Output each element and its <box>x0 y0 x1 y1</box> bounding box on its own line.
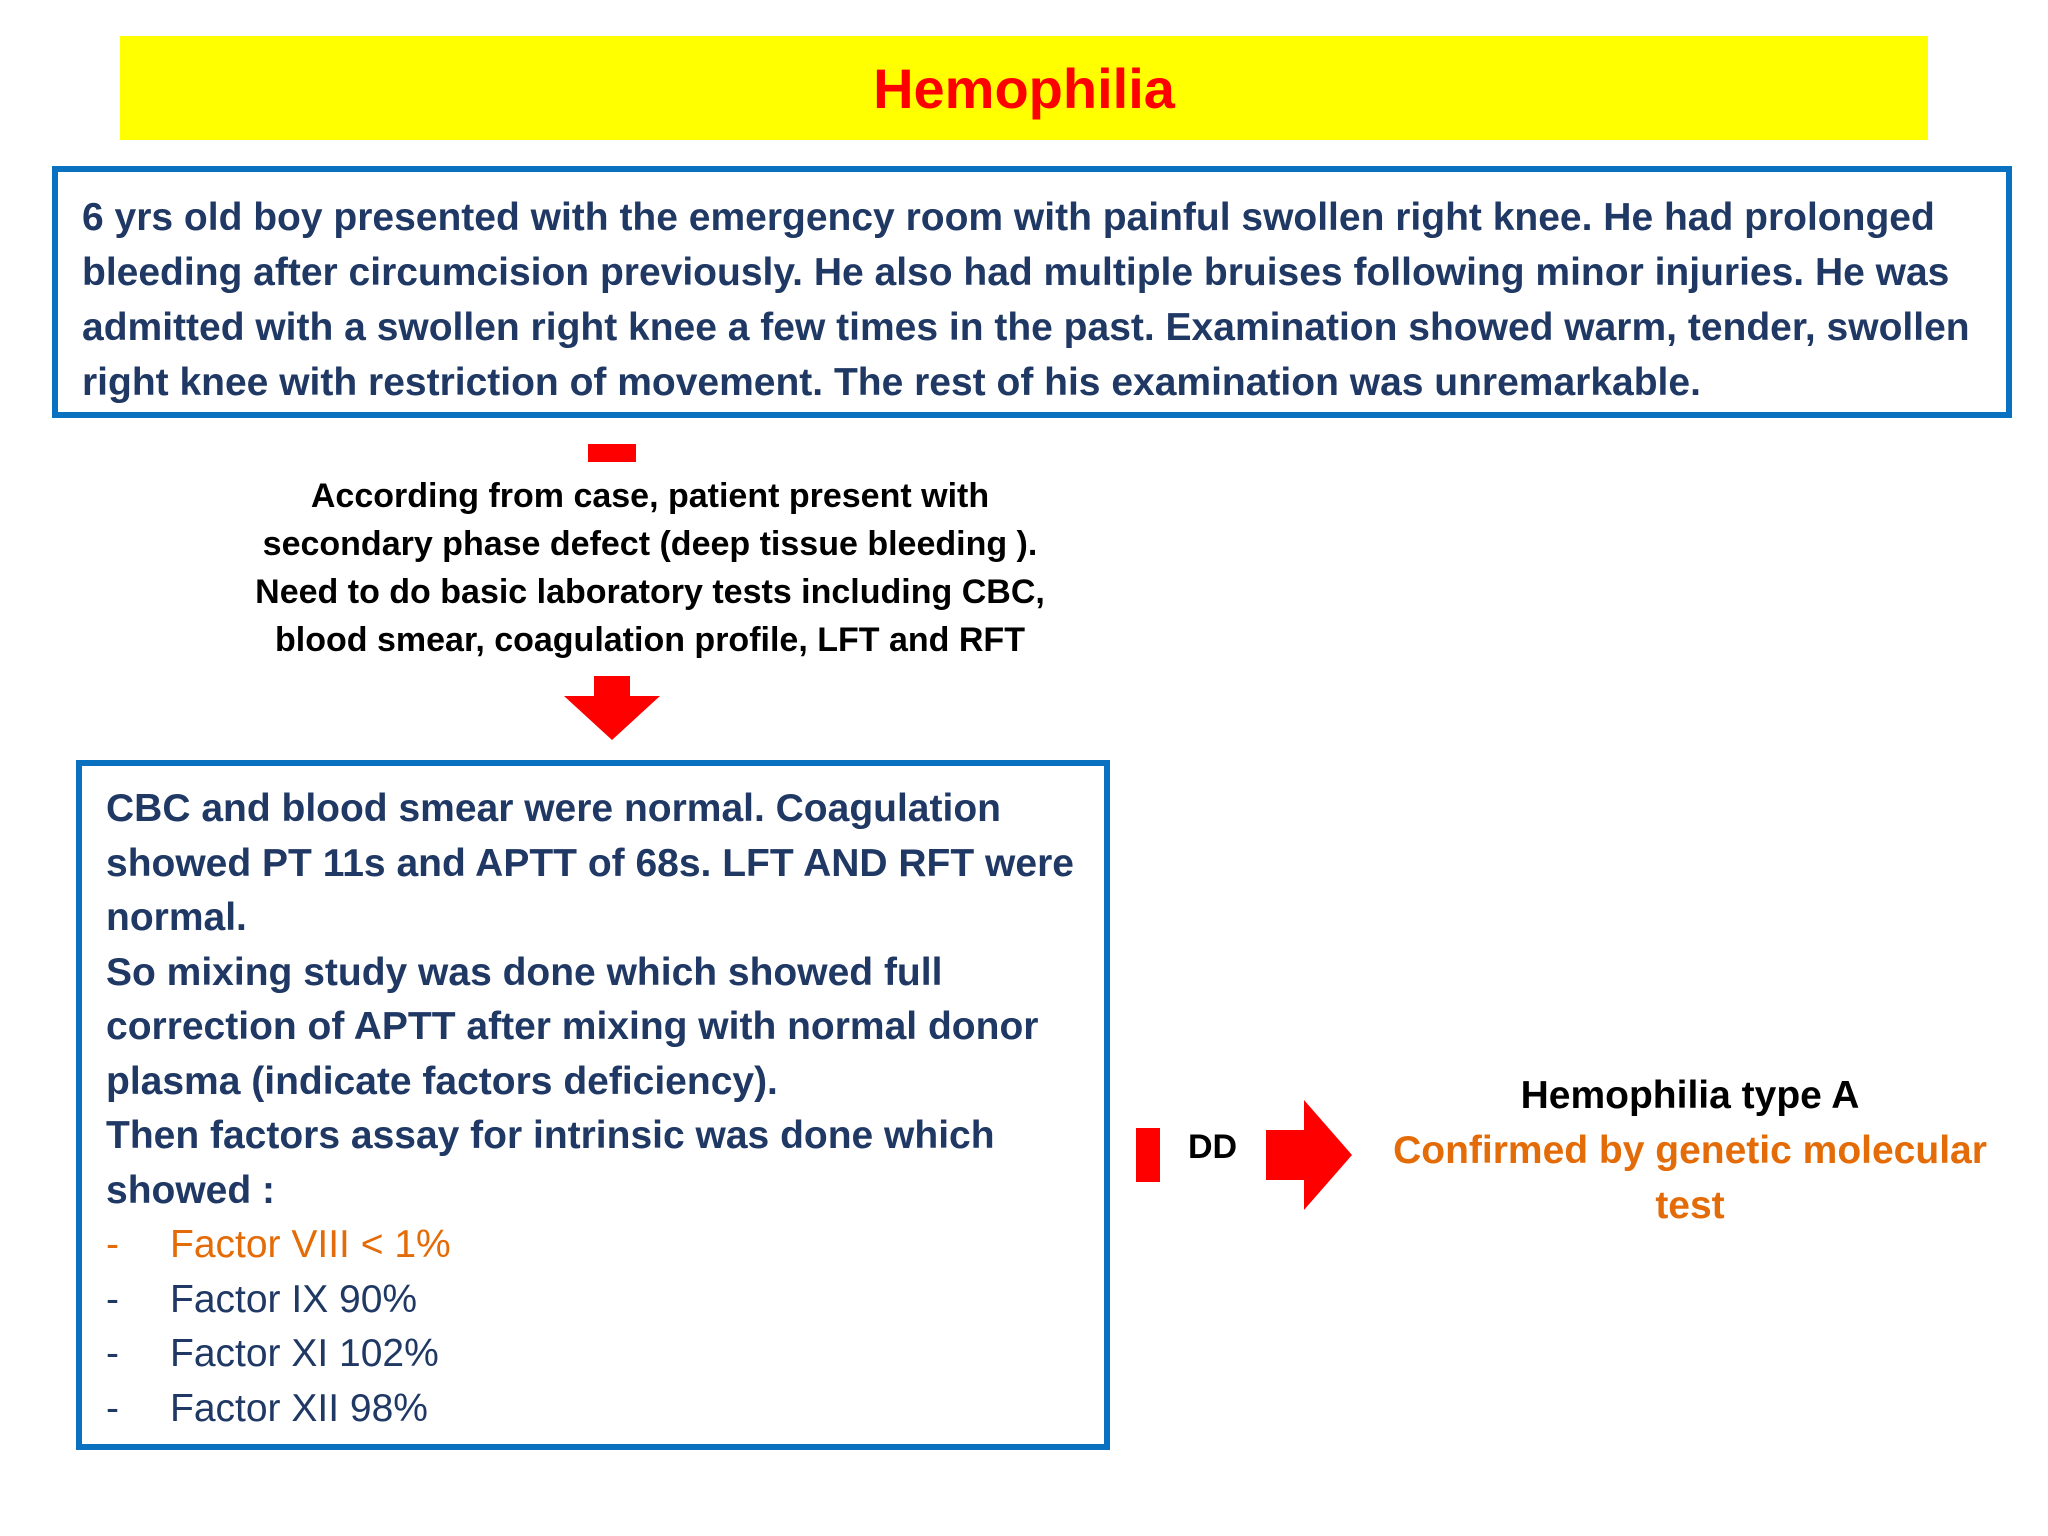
factor-text: Factor XII 98% <box>170 1386 428 1430</box>
conclusion-note: Confirmed by genetic molecular test <box>1393 1129 1987 1227</box>
reasoning-line: Need to do basic laboratory tests including CBC, <box>255 573 1045 611</box>
factor-dash: - <box>106 1223 119 1266</box>
title-banner <box>120 36 1928 140</box>
conclusion <box>1370 1068 2010 1233</box>
conclusion-title: Hemophilia type A <box>1520 1074 1860 1117</box>
factor-text: Factor XI 102% <box>170 1332 439 1375</box>
results-paragraph: CBC and blood smear were normal. Coagulation showed PT 11s and APTT of 68s. LFT AND RFT were normal. <box>106 787 1074 939</box>
right-arrow-icon <box>1266 1100 1352 1210</box>
results-paragraph: Then factors assay for intrinsic was done which showed : <box>106 1114 995 1212</box>
factor-row <box>106 1382 1080 1437</box>
factor-text: Factor VIII < 1% <box>170 1223 451 1266</box>
reasoning-line: According from case, patient present with <box>310 477 990 515</box>
factor-row <box>106 1218 1080 1273</box>
case-description-box <box>52 166 2012 418</box>
page-title: Hemophilia <box>873 56 1175 120</box>
factor-row <box>106 1273 1080 1328</box>
dd-label: DD <box>1188 1128 1238 1166</box>
reasoning-line: secondary phase defect (deep tissue bleeding ). <box>262 525 1038 563</box>
results-paragraph: So mixing study was done which showed full correction of APTT after mixing with normal donor plasma (indicate factors deficiency). <box>106 950 1039 1103</box>
factor-row <box>106 1327 1080 1382</box>
connector-arrow-stub-icon <box>588 444 636 462</box>
factor-dash: - <box>106 1332 119 1375</box>
down-arrow-icon <box>564 676 660 740</box>
lab-results-box <box>76 760 1110 1450</box>
factor-dash: - <box>106 1277 119 1321</box>
reasoning-line: blood smear, coagulation profile, LFT and RFT <box>275 621 1025 659</box>
case-description-text: 6 yrs old boy presented with the emergency room with painful swollen right knee. He had prolonged bleeding after circumcision previously. He also had multiple bruises following minor injuries. He was admitted with a swollen right knee a few times in the past. Examination showed warm, tender, swollen right knee with restriction of movement. The rest of his examination was unremarkable. <box>82 196 1970 404</box>
connector-bar-icon <box>1136 1128 1160 1182</box>
factor-text: Factor IX 90% <box>170 1277 418 1321</box>
factor-dash: - <box>106 1386 119 1430</box>
reasoning-text <box>200 472 1100 664</box>
